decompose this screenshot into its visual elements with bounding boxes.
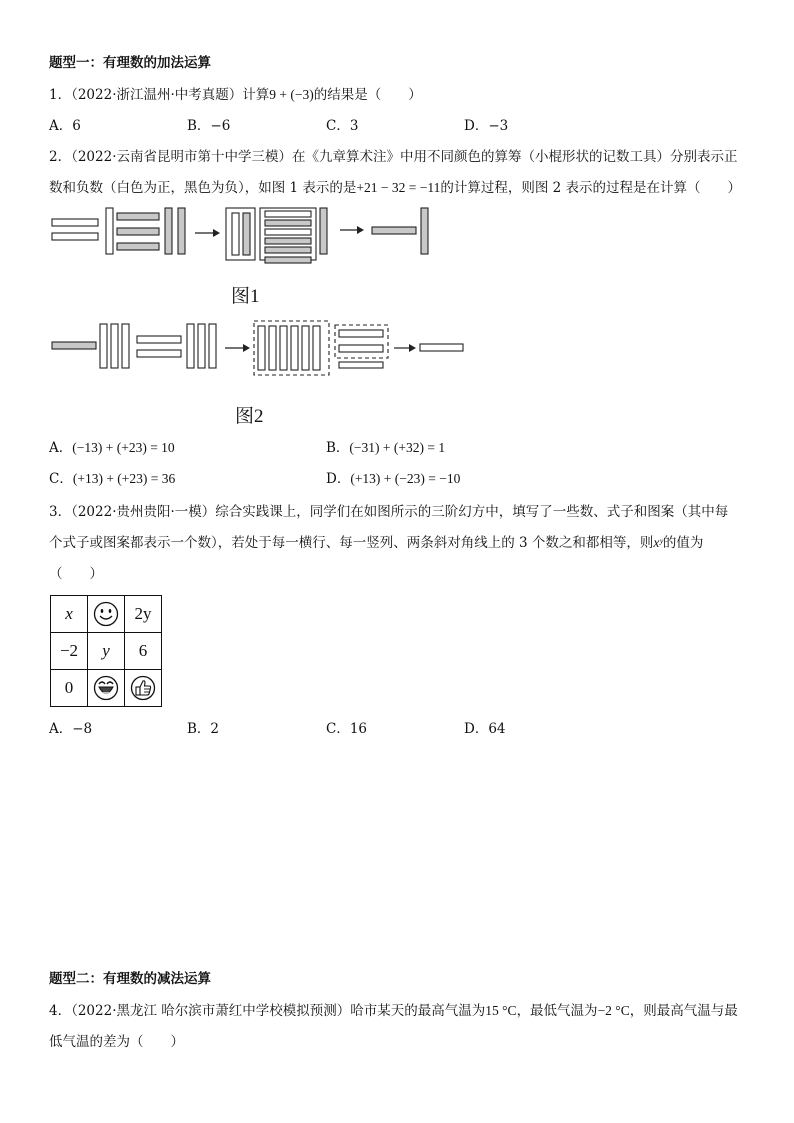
rod-black-horizontal	[265, 238, 311, 244]
q2-option-c[interactable]	[49, 470, 175, 488]
rod-black-horizontal	[265, 247, 311, 253]
figure-1-label: 图1	[231, 286, 260, 307]
arrow-right-icon	[340, 226, 364, 234]
rod-black-vertical	[165, 208, 172, 254]
rod-white-vertical	[269, 326, 276, 370]
rod-white-horizontal	[339, 345, 383, 352]
q2-option-b[interactable]	[326, 439, 445, 457]
q2-line2-expression: +21 − 32 = −11	[356, 180, 441, 195]
rod-black-vertical	[320, 208, 327, 254]
grid-cell: 6	[125, 633, 162, 670]
rod-white-horizontal	[339, 330, 383, 337]
q1-stem-prefix: 1．（2022·浙江温州·中考真题）计算	[49, 87, 270, 103]
q1-stem-suffix: 的结果是（ ）	[313, 87, 422, 103]
q3-option-d[interactable]: D．64	[464, 721, 506, 737]
rod-white-vertical	[209, 324, 216, 368]
q3-option-c[interactable]: C．16	[326, 721, 368, 737]
q1-option-c[interactable]: C．3	[326, 118, 359, 134]
grid-cell: y	[88, 633, 125, 670]
arrow-right-icon	[195, 229, 220, 237]
q2-option-b-expression: (−31) + (+32) = 1	[349, 440, 446, 455]
rod-white-horizontal	[137, 336, 181, 343]
rod-black-vertical	[421, 208, 428, 254]
rod-black-horizontal	[117, 213, 159, 220]
rod-white-horizontal	[52, 233, 98, 240]
rod-black-horizontal	[117, 243, 159, 250]
rod-white-vertical	[313, 326, 320, 370]
section-title: 题型二：有理数的减法运算	[49, 971, 211, 987]
q2-option-a[interactable]	[49, 439, 175, 457]
rod-black-vertical	[243, 213, 250, 255]
rod-black-horizontal	[372, 227, 416, 234]
question-3-line-3: （ ）	[49, 566, 103, 582]
laughing-face-icon	[93, 675, 119, 701]
q3-option-a[interactable]: A．−8	[49, 721, 93, 737]
q2-option-b-label: B．	[326, 440, 350, 456]
counting-rods-figure-1	[0, 0, 794, 420]
rod-white-vertical	[187, 324, 194, 368]
grid-cell	[125, 670, 162, 707]
rod-black-vertical	[178, 208, 185, 254]
q2-line2-suffix: 的计算过程，则图 2 表示的过程是在计算（ ）	[440, 180, 742, 196]
question-3-line-2	[49, 534, 703, 552]
rod-white-vertical	[232, 213, 239, 255]
rod-white-vertical	[291, 326, 298, 370]
rod-black-horizontal	[117, 228, 159, 235]
rod-white-horizontal	[339, 362, 383, 368]
rod-white-vertical	[280, 326, 287, 370]
q2-option-d-expression: (+13) + (−23) = −10	[350, 471, 461, 486]
arrow-right-icon	[394, 344, 416, 352]
rod-black-horizontal	[52, 342, 96, 349]
q3-variable-expression: xʸ	[653, 535, 663, 550]
grid-cell	[88, 670, 125, 707]
q3-line2-suffix: 的值为	[662, 535, 704, 551]
rod-white-horizontal	[137, 350, 181, 357]
thumbs-up-icon	[130, 675, 156, 701]
q2-option-d[interactable]	[326, 470, 460, 488]
grid-cell: 2y	[125, 596, 162, 633]
q2-line2-prefix: 数和负数（白色为正，黑色为负），如图 1 表示的是	[49, 180, 357, 196]
q4-line1-prefix: 4．（2022·黑龙江 哈尔滨市萧红中学校模拟预测）哈市某天的最高气温为	[49, 1003, 486, 1019]
rod-white-horizontal	[52, 219, 98, 226]
section-title: 题型一：有理数的加法运算	[49, 55, 211, 71]
question-4-line-2: 低气温的差为（ ）	[49, 1034, 184, 1050]
q4-line1-suffix: ，则最高气温与最	[629, 1003, 738, 1019]
q4-high-temperature: 15 °C	[485, 1003, 517, 1018]
rod-white-vertical	[122, 324, 129, 368]
rod-white-horizontal	[265, 211, 311, 217]
grid-cell: −2	[51, 633, 88, 670]
magic-square-grid	[50, 595, 162, 707]
rod-black-horizontal	[265, 220, 311, 226]
arrow-right-icon	[225, 344, 250, 352]
q2-option-a-expression: (−13) + (+23) = 10	[72, 440, 175, 455]
q1-option-a[interactable]: A．6	[49, 118, 81, 134]
grid-cell	[88, 596, 125, 633]
smiley-face-icon	[93, 601, 119, 627]
grid-cell: x	[51, 596, 88, 633]
rod-group-box	[226, 208, 255, 260]
q1-expression: 9 + (−3)	[269, 87, 314, 102]
rod-black-horizontal	[265, 257, 311, 263]
rod-white-vertical	[100, 324, 107, 368]
q4-line1-mid: ，最低气温为	[516, 1003, 598, 1019]
rod-white-horizontal	[265, 229, 311, 235]
q4-low-temperature: −2 °C	[597, 1003, 630, 1018]
q3-line2-prefix: 个式子或图案都表示一个数），若处于每一横行、每一竖列、两条斜对角线上的 3 个数之和都相等，则	[49, 535, 654, 551]
q2-option-d-label: D．	[326, 471, 351, 487]
rod-white-vertical	[198, 324, 205, 368]
question-4-line-1	[49, 1002, 738, 1020]
grid-cell: 0	[51, 670, 88, 707]
rod-white-horizontal	[420, 344, 463, 351]
rod-white-vertical	[106, 208, 113, 254]
q2-option-c-label: C．	[49, 471, 73, 487]
q1-option-d[interactable]: D．−3	[464, 118, 509, 134]
question-2-line-1: 2．（2022·云南省昆明市第十中学三模）在《九章算术注》中用不同颜色的算筹（小棍形状的记数工具）分别表示正	[49, 149, 738, 165]
rod-white-vertical	[111, 324, 118, 368]
q2-option-a-label: A．	[49, 440, 73, 456]
q2-option-c-expression: (+13) + (+23) = 36	[72, 471, 176, 486]
q3-option-b[interactable]: B．2	[187, 721, 220, 737]
rod-white-vertical	[302, 326, 309, 370]
rod-white-vertical	[258, 326, 265, 370]
figure-2-label: 图2	[235, 406, 264, 427]
q1-option-b[interactable]: B．−6	[187, 118, 231, 134]
question-3-line-1: 3．（2022·贵州贵阳·一模）综合实践课上，同学们在如图所示的三阶幻方中，填写了一些数、式子和图案（其中每	[49, 504, 729, 520]
